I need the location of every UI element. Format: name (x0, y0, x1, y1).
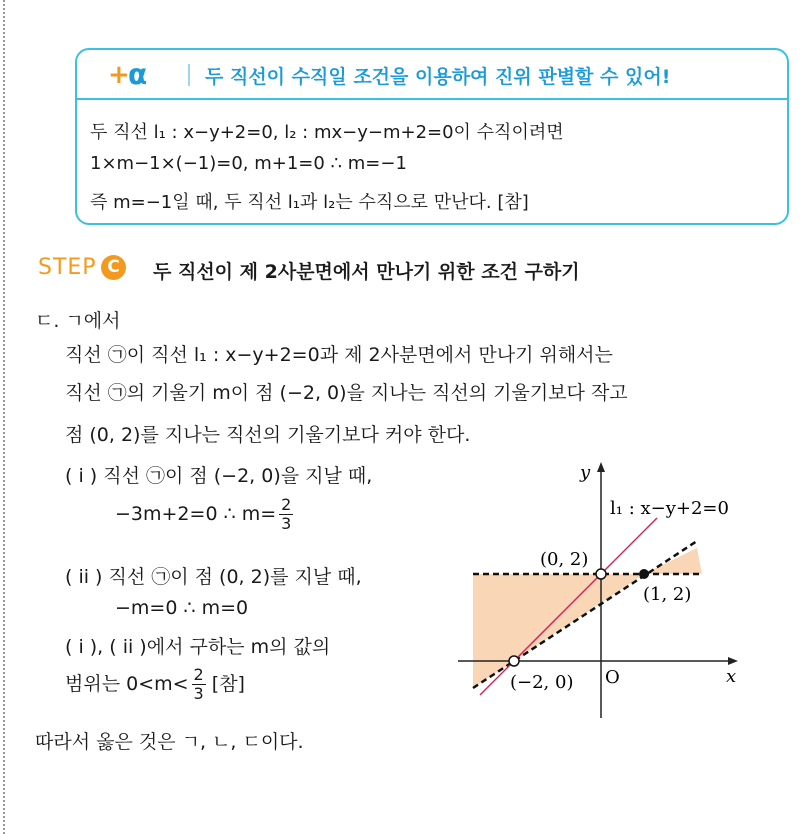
origin-label: O (605, 667, 620, 688)
line-l1-label: l₁ : x−y+2=0 (610, 498, 729, 519)
tip-line-1: 두 직선 l₁ : x−y+2=0, l₂ : mx−y−m+2=0이 수직이려면 (90, 122, 564, 143)
point-label-neg2-0: (−2, 0) (510, 672, 574, 693)
paragraph-3: 점 (0, 2)를 지나는 직선의 기울기보다 커야 한다. (65, 424, 471, 446)
paragraph-1: 직선 ㉠이 직선 l₁ : x−y+2=0과 제 2사분면에서 만나기 위해서는 (65, 344, 613, 366)
plus-alpha-badge-plus: + (108, 60, 130, 90)
fraction: $\frac{2}{3}$ (281, 495, 292, 533)
plus-alpha-badge-alpha: α (128, 58, 148, 91)
point-1-2-filled (639, 569, 649, 579)
conclusion: 따라서 옳은 것은 ㄱ, ㄴ, ㄷ이다. (35, 731, 304, 753)
case-1-head: ( i ) 직선 ㉠이 점 (−2, 0)을 지날 때, (65, 465, 373, 487)
paragraph-2: 직선 ㉠의 기울기 m이 점 (−2, 0)을 지나는 직선의 기울기보다 작고 (65, 382, 628, 404)
step-letter-badge: C (101, 255, 126, 280)
x-axis-label: x (726, 666, 737, 687)
range-eq-text: 범위는 0<m< (65, 673, 189, 695)
point-label-0-2: (0, 2) (540, 549, 589, 570)
step-title: 두 직선이 제 2사분면에서 만나기 위한 조건 구하기 (153, 261, 580, 283)
item-head: ㄷ. ㄱ에서 (35, 310, 121, 332)
case-2-equation: −m=0 ∴ m=0 (115, 597, 249, 619)
y-axis-label: y (580, 462, 591, 483)
case-2-head: ( ii ) 직선 ㉠이 점 (0, 2)를 지날 때, (65, 566, 362, 588)
x-axis-arrow (728, 657, 738, 665)
tip-line-2: 1×m−1×(−1)=0, m+1=0 ∴ m=−1 (90, 153, 407, 174)
tip-title: 두 직선이 수직일 조건을 이용하여 진위 판별할 수 있어! (205, 66, 671, 88)
fraction: $\frac{2}{3}$ (193, 665, 204, 703)
range-head: ( i ), ( ii )에서 구하는 m의 값의 (65, 636, 331, 658)
point-0-2-open (596, 569, 606, 579)
range-tail: [참] (211, 673, 245, 695)
point-neg2-0-open (509, 656, 519, 666)
step-label: STEP (38, 255, 97, 280)
tip-line-3: 즉 m=−1일 때, 두 직선 l₁과 l₂는 수직으로 만난다. [참] (90, 192, 529, 213)
point-label-1-2: (1, 2) (643, 584, 692, 605)
y-axis-arrow (597, 462, 605, 472)
case-1-eq-text: −3m+2=0 ∴ m= (115, 503, 277, 525)
